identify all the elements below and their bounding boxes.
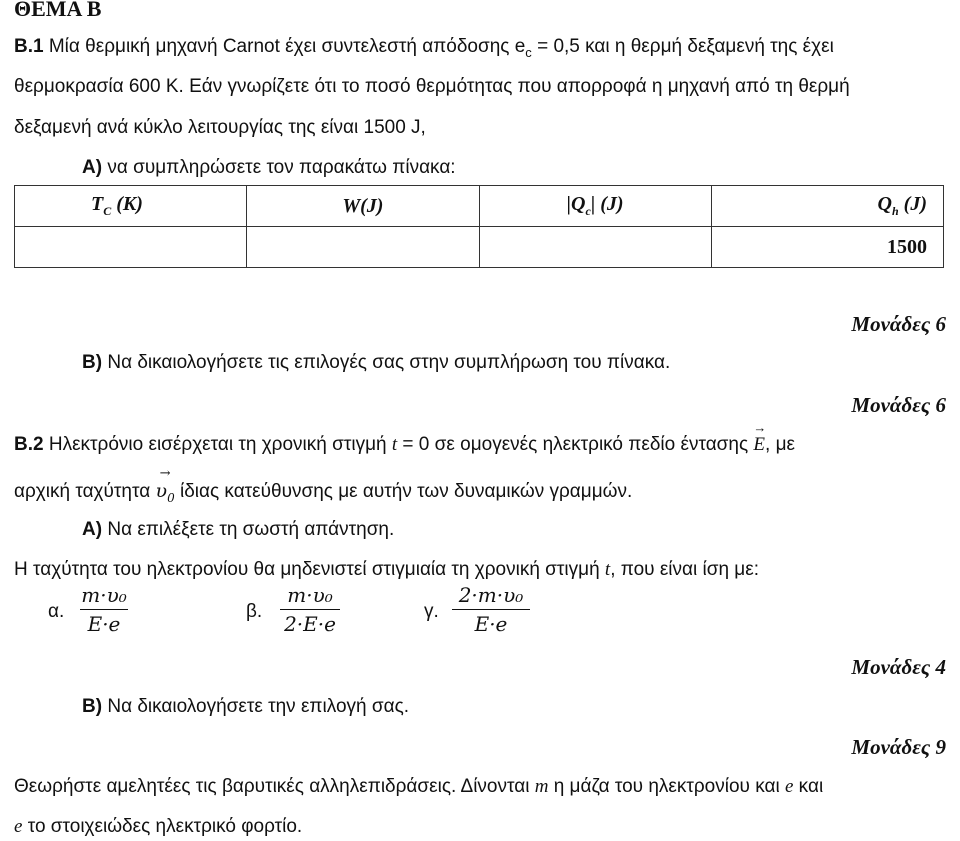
marks-b1-b: Μονάδες 6 (851, 393, 946, 417)
carnot-table (14, 185, 944, 268)
b2-part-a: Α) Να επιλέξετε τη σωστή απάντηση. (82, 519, 395, 540)
option-b-fraction[interactable]: m·υ₀ 2·E·e (280, 583, 340, 636)
option-a-fraction[interactable]: m·υ₀ E·e (81, 583, 127, 636)
b2-line2: αρχική $\tau\alpha\chi ύ\tau\eta\tau\alpha \to \upsilon_0$ ίδιας κατεύθυνσης με αυτήν των δυναμικών γραμμών. (14, 480, 632, 505)
note-line2: e το στοιχειώδες ηλεκτρικό φορτίο. (14, 816, 303, 837)
option-c-label[interactable]: γ. (424, 601, 439, 622)
header-qh: $Q_h$ (J) (711, 186, 943, 227)
table-header-row (15, 186, 944, 227)
marks-b2-b: Μονάδες 9 (851, 735, 946, 759)
marks-b1-a: Μονάδες 6 (851, 312, 946, 336)
option-c-fraction[interactable]: 2·m·υ₀ E·e (452, 583, 530, 636)
b2-part-b: Β) Να δικαιολογήσετε την επιλογή σας. (82, 696, 410, 717)
b2-label: Β.2 (14, 434, 44, 455)
note-line1: Θεωρήστε αμελητέες τις βαρυτικές αλληλεπιδράσεις. Δίνονται m η μάζα του ηλεκτρονίου και e και (14, 776, 824, 797)
section-heading: ΘΕΜΑ Β (14, 0, 102, 21)
b1-line2: θερμοκρασία 600 Κ. Εάν γνωρίζετε ότι το ποσό θερμότητας που απορροφά η μηχανή από τη θερμή (14, 76, 850, 97)
header-qc: $|Q_c|$ (J) (479, 186, 711, 227)
b1-line3: δεξαμενή ανά κύκλο λειτουργίας της είναι 1500 J, (14, 117, 426, 138)
b1-part-b: Β) Να δικαιολογήσετε τις επιλογές σας στην συμπλήρωση του πίνακα. (82, 352, 671, 373)
option-b-label[interactable]: β. (246, 601, 263, 622)
v0-vector: → $\upsilon_0$ (156, 480, 175, 505)
cell-qc[interactable] (479, 227, 711, 268)
table-row (15, 227, 944, 268)
b2-line1: Β.2 Ηλεκτρόνιο εισέρχεται τη χρονική στιγμή t = 0 σε ομογενές ηλεκτρικό πεδίο έντασης → E, με (14, 434, 795, 456)
cell-w[interactable] (247, 227, 479, 268)
b1-line1: Β.1 Μία θερμική μηχανή Carnot έχει συντελεστή απόδοσης $e_c = 0,5$ και η θερμή δεξαμενή της έχει (14, 36, 834, 60)
b1-label: Β.1 (14, 36, 44, 57)
header-w: W(J) (247, 186, 479, 227)
b2-question: Η ταχύτητα του ηλεκτρονίου θα μηδενιστεί στιγμιαία τη χρονική στιγμή t, που είναι ίση με: (14, 559, 760, 580)
marks-b2-a: Μονάδες 4 (851, 655, 946, 679)
b1-part-a: Α) να συμπληρώσετε τον παρακάτω πίνακα: (82, 157, 456, 178)
e-field-vector: → E (753, 434, 765, 456)
cell-tc[interactable] (15, 227, 247, 268)
cell-qh: 1500 (711, 227, 943, 268)
option-a-label[interactable]: α. (48, 601, 65, 622)
header-tc: $T_C$ (K) (15, 186, 247, 227)
